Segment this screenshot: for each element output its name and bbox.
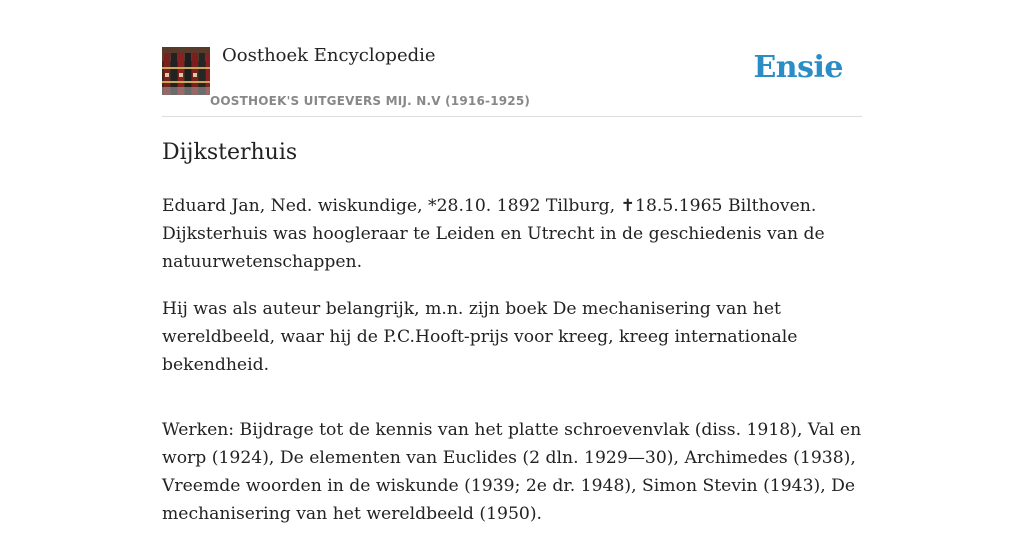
source-title-link[interactable]: Oosthoek Encyclopedie: [222, 45, 436, 66]
entry-body: [162, 192, 862, 547]
page: [162, 0, 862, 524]
entry-paragraph-works: Werken: Bijdrage tot de kennis van het platte schroevenvlak (diss. 1918), Val en worp (1924), De elementen van Euclides (2 dln. 1929—30), Archimedes (1938), Vreemde woorden in de wiskunde (1939; 2e dr. 1948), Simon Stevin (1943), De mechanisering van het wereldbeeld (1950).: [162, 420, 862, 524]
ensie-logo-link[interactable]: Ensie: [753, 50, 843, 85]
source-avatar[interactable]: [162, 47, 210, 95]
entry-title: Dijksterhuis: [162, 140, 298, 165]
source-header: [162, 0, 862, 117]
source-publisher: OOSTHOEK'S UITGEVERS MIJ. N.V (1916-1925): [210, 94, 531, 108]
entry-paragraph-author: Hij was als auteur belangrijk, m.n. zijn boek De mechanisering van het wereldbeeld, waar hij de P.C.Hooft-prijs voor kreeg, kreeg internationale bekendheid.: [162, 299, 798, 375]
entry-paragraph-intro: Eduard Jan, Ned. wiskundige, *28.10. 1892 Tilburg, ✝18.5.1965 Bilthoven. Dijksterhuis was hoogleraar te Leiden en Utrecht in de geschiedenis van de natuurwetenschappen.: [162, 196, 825, 272]
book-spines-icon: [162, 47, 210, 95]
